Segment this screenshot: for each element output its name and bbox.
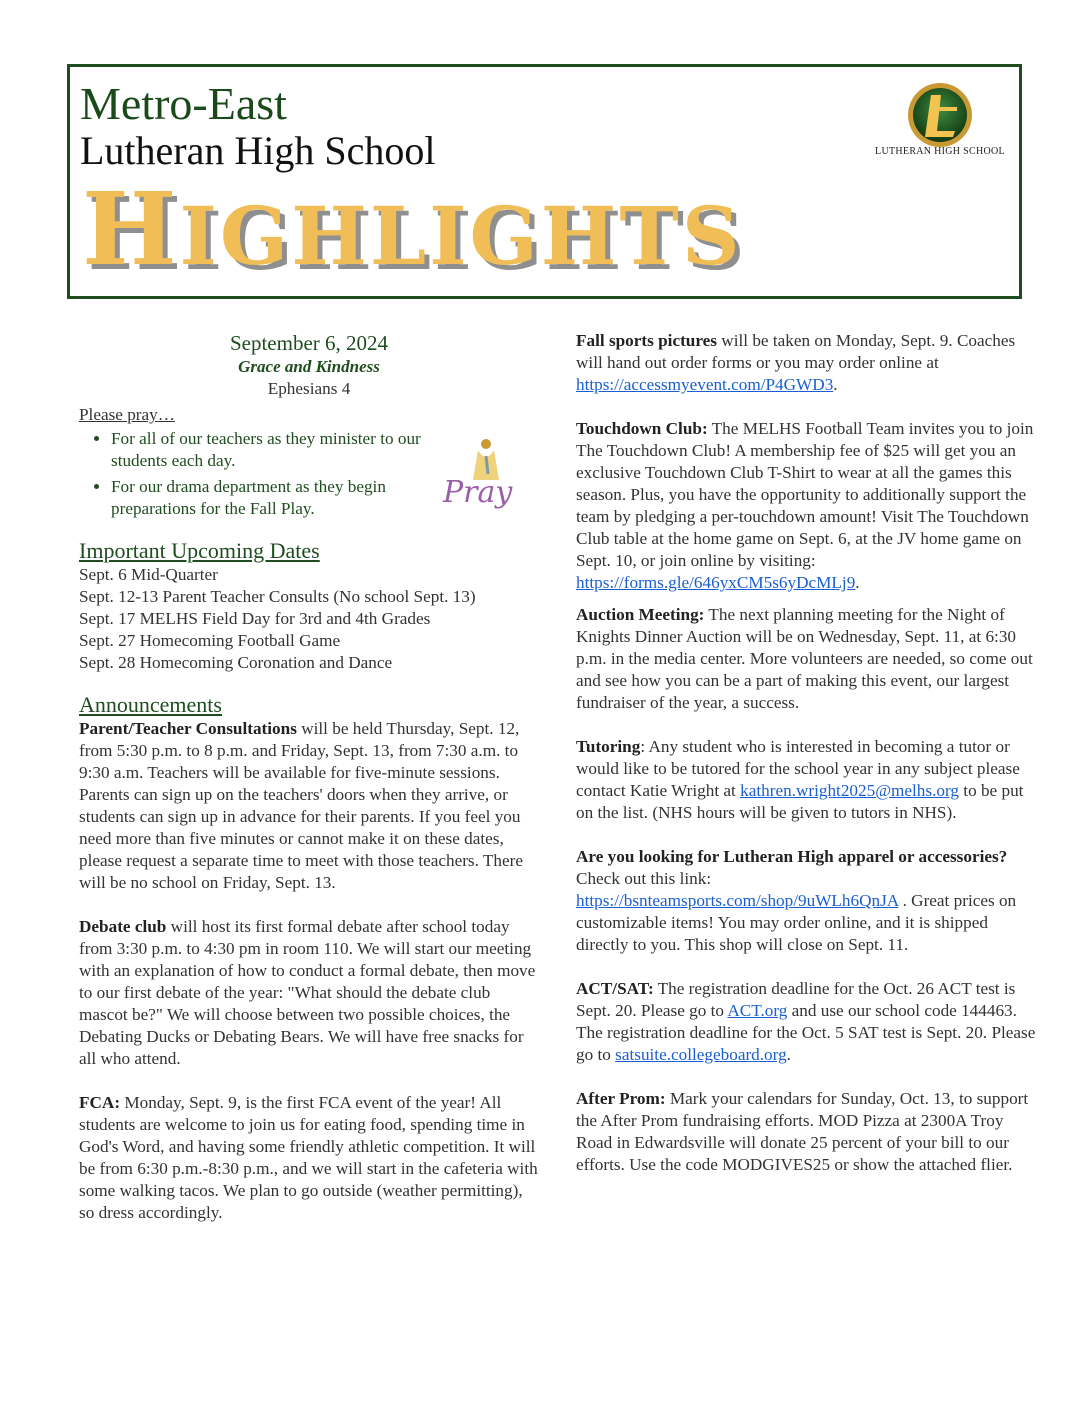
pictures-body: will be taken on Monday, Sept. 9. Coaches will hand out order forms or you may order online at — [576, 331, 1016, 372]
touchdown-link[interactable]: https://forms.gle/646yxCM5s6yDcMLj9 — [576, 573, 856, 592]
apparel-body: Check out this link: — [576, 869, 712, 888]
debate-body: will host its first formal debate after school today from 3:30 p.m. to 4:30 pm in room 110. We will start our meeting with an explanation of how to conduct a formal debate, then move to our first debate of the year: "What should the debate club mascot be?" We will choose between two possible choices, the Debating Ducks or Debating Bears. We will have free snacks for all who attend. — [79, 917, 536, 1068]
act-sat-end: . — [786, 1045, 791, 1064]
apparel-end: . Great prices on customizable items! You may order online, and it is shipped directly to you. This shop will close on Sept. 11. — [576, 891, 1017, 954]
act-sat-announcement — [576, 978, 1036, 1066]
school-name-line2: Lutheran High School — [80, 128, 436, 173]
act-sat-mid: and use our school code 144463. The registration deadline for the Oct. 5 SAT test is Sept. 20. Please go to — [576, 1001, 1036, 1064]
act-sat-body: The registration deadline for the Oct. 26 ACT test is Sept. 20. Please go to — [576, 979, 1016, 1020]
highlights-title-initial: H — [82, 170, 180, 288]
touchdown-body: The MELHS Football Team invites you to join The Touchdown Club! A membership fee of $25 will get you an exclusive Touchdown Club T-Shirt to wear at all the games this season. Plus, you have the opportunity to additionally support the team by pledging a per-touchdown amount! Visit The Touchdown Club table at the home game on Sept. 6, at the JV home game on Sept. 10, or join online by visiting: — [576, 419, 1034, 570]
highlights-title-rest: IGHLIGHTS — [179, 189, 743, 283]
after-prom-body: Mark your calendars for Sunday, Oct. 13, to support the After Prom fundraising efforts. MOD Pizza at 2300A Troy Road in Edwardsville will donate 25 percent of your bill to our efforts. Use the code MODGIVES25 or show the attached flier. — [576, 1089, 1029, 1174]
issue-date: September 6, 2024 — [229, 331, 389, 355]
date-item: Sept. 12-13 Parent Teacher Consults (No school Sept. 13) — [79, 587, 476, 606]
praying-figure-icon — [441, 434, 521, 516]
weekly-theme: Grace and Kindness — [238, 357, 380, 376]
school-name-line1: Metro-East — [80, 78, 287, 129]
debate-announcement — [79, 916, 539, 1070]
logo-caption: LUTHERAN HIGH SCHOOL — [875, 146, 1005, 157]
fca-body: Monday, Sept. 9, is the first FCA event of the year! All students are welcome to join us for eating food, spending time in God's Word, and having some friendly athletic competition. It will be from 6:30 p.m.-8:30 p.m., and we will start in the cafeteria with some walking tacos. We plan to go outside (weather permitting), so dress accordingly. — [79, 1093, 538, 1222]
pray-art-word: Pray — [443, 475, 513, 510]
auction-lead: Auction Meeting: — [576, 605, 705, 624]
pictures-link[interactable]: https://accessmyevent.com/P4GWD3 — [576, 375, 834, 394]
prayer-list — [79, 428, 431, 520]
dates-heading: Important Upcoming Dates — [79, 538, 320, 563]
tutoring-announcement — [576, 736, 1036, 824]
masthead — [67, 64, 1022, 299]
act-link[interactable]: ACT.org — [727, 1001, 788, 1020]
pray-label: Please pray… — [79, 405, 175, 424]
auction-announcement — [576, 604, 1036, 714]
prayer-item: • For our drama department as they begin preparations for the Fall Play. — [111, 476, 431, 520]
debate-lead: Debate club — [79, 917, 167, 936]
touchdown-end: . — [855, 573, 860, 592]
date-item: Sept. 17 MELHS Field Day for 3rd and 4th Grades — [79, 609, 431, 628]
after-prom-announcement — [576, 1088, 1036, 1176]
date-item: Sept. 6 Mid-Quarter — [79, 565, 218, 584]
pictures-lead: Fall sports pictures — [576, 331, 717, 350]
announcements-heading: Announcements — [79, 692, 222, 717]
apparel-announcement — [576, 846, 1036, 956]
touchdown-lead: Touchdown Club: — [576, 419, 708, 438]
dates-list — [79, 564, 539, 674]
date-item: Sept. 27 Homecoming Football Game — [79, 631, 341, 650]
date-item: Sept. 28 Homecoming Coronation and Dance — [79, 653, 393, 672]
pictures-announcement — [576, 330, 1036, 396]
act-sat-lead: ACT/SAT: — [576, 979, 654, 998]
right-column — [576, 330, 1036, 1198]
pictures-end: . — [833, 375, 838, 394]
ptc-lead: Parent/Teacher Consultations — [79, 719, 297, 738]
after-prom-lead: After Prom: — [576, 1089, 666, 1108]
tutoring-lead: Tutoring — [576, 737, 641, 756]
highlights-title — [82, 170, 743, 288]
tutoring-body: : Any student who is interested in becoming a tutor or would like to be tutored for the school year in any subject please contact Katie Wright at — [576, 737, 1020, 800]
ptc-body: will be held Thursday, Sept. 12, from 5:30 p.m. to 8 p.m. and Friday, Sept. 13, from 7:30 a.m. to 9:30 a.m. Teachers will be available for five-minute sessions. Parents can sign up on the teachers' doors when they arrive, or students can sign up in advance for their parents. If you feel you need more than five minutes or cannot make it on these dates, please request a separate time to meet with those teachers. There will be no school on Friday, Sept. 13. — [79, 719, 523, 892]
touchdown-announcement — [576, 418, 1036, 594]
fca-announcement — [79, 1092, 539, 1224]
apparel-lead: Are you looking for Lutheran High apparel or accessories? — [576, 847, 1008, 866]
auction-body: The next planning meeting for the Night of Knights Dinner Auction will be on Wednesday, Sept. 11, at 6:30 p.m. in the media center. More volunteers are needed, so come out and see how you can be a part of making this event, our largest fundraiser of the year, a success. — [576, 605, 1033, 712]
left-column — [79, 330, 539, 1246]
apparel-link[interactable]: https://bsnteamsports.com/shop/9uWLh6QnJA — [576, 891, 899, 910]
tutoring-end: to be put on the list. (NHS hours will be given to tutors in NHS). — [576, 781, 1024, 822]
prayer-item: • For all of our teachers as they minister to our students each day. — [111, 428, 431, 472]
sat-link[interactable]: satsuite.collegeboard.org — [615, 1045, 787, 1064]
fca-lead: FCA: — [79, 1093, 121, 1112]
tutoring-email-link[interactable]: kathren.wright2025@melhs.org — [740, 781, 959, 800]
weekly-verse: Ephesians 4 — [267, 379, 351, 398]
ptc-announcement — [79, 718, 539, 894]
